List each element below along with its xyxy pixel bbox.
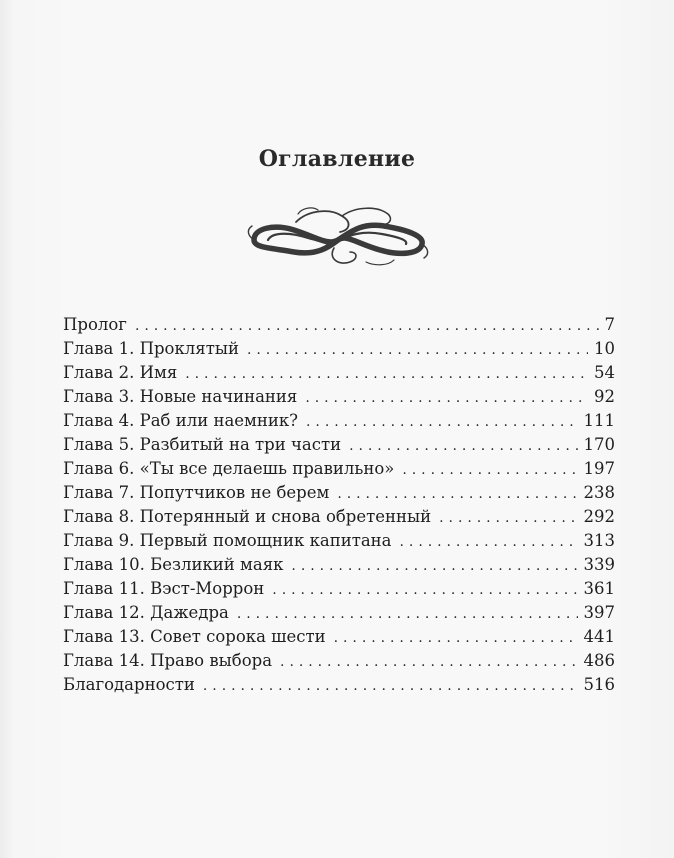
toc-entry[interactable] [63, 457, 615, 481]
toc-entry[interactable] [63, 361, 615, 385]
toc-entry[interactable] [63, 529, 615, 553]
toc-entry[interactable] [63, 337, 615, 361]
toc-entry[interactable] [63, 481, 615, 505]
toc-entry-title: Глава 8. Потерянный и снова обретенный [63, 507, 432, 526]
toc-entry-page: 313 [583, 531, 615, 550]
toc-entry-page: 441 [583, 627, 615, 646]
toc-leader-dots [291, 554, 577, 578]
toc-leader-dots [247, 338, 588, 362]
toc-entry[interactable] [63, 673, 615, 697]
toc-leader-dots [237, 602, 578, 626]
toc-entry-page: 397 [583, 603, 615, 622]
toc-entry-page: 7 [604, 315, 615, 334]
toc-entry[interactable] [63, 385, 615, 409]
toc-leader-dots [400, 530, 578, 554]
toc-leader-dots [305, 386, 588, 410]
toc-leader-dots [203, 674, 578, 698]
toc-entry-title: Глава 1. Проклятый [63, 339, 239, 358]
toc-entry[interactable] [63, 553, 615, 577]
toc-entry-title: Глава 4. Раб или наемник? [63, 411, 299, 430]
toc-entry-page: 54 [594, 363, 615, 382]
toc-entry-title: Глава 2. Имя [63, 363, 178, 382]
toc-entry-title: Глава 10. Безликий маяк [63, 555, 284, 574]
toc-entry-title: Благодарности [63, 675, 195, 694]
toc-entry[interactable] [63, 577, 615, 601]
toc-entry-title: Глава 14. Право выбора [63, 651, 273, 670]
toc-leader-dots [349, 434, 577, 458]
toc-leader-dots [306, 410, 577, 434]
toc-entry[interactable] [63, 313, 615, 337]
toc-entry-page: 111 [583, 411, 615, 430]
toc-leader-dots [280, 650, 577, 674]
toc-entry-page: 292 [583, 507, 615, 526]
toc-entry-title: Глава 3. Новые начинания [63, 387, 298, 406]
toc-leader-dots [334, 626, 578, 650]
toc-entry[interactable] [63, 505, 615, 529]
toc-entry-page: 516 [583, 675, 615, 694]
toc-entry[interactable] [63, 409, 615, 433]
toc-entry[interactable] [63, 625, 615, 649]
toc-entry[interactable] [63, 601, 615, 625]
toc-entry-page: 486 [583, 651, 615, 670]
toc-entry-title: Глава 5. Разбитый на три части [63, 435, 342, 454]
toc-entry-page: 92 [594, 387, 615, 406]
toc-entry-title: Глава 12. Дажедра [63, 603, 229, 622]
toc-entry-title: Глава 13. Совет сорока шести [63, 627, 326, 646]
toc-entry[interactable] [63, 433, 615, 457]
toc-entry-title: Пролог [63, 315, 127, 334]
toc-entry[interactable] [63, 649, 615, 673]
toc-leader-dots [402, 458, 577, 482]
toc-entry-page: 361 [583, 579, 615, 598]
toc-leader-dots [439, 506, 577, 530]
toc-entry-page: 197 [583, 459, 615, 478]
toc-entry-title: Глава 9. Первый помощник капитана [63, 531, 392, 550]
toc-entry-page: 10 [594, 339, 615, 358]
toc-leader-dots [272, 578, 577, 602]
toc-leader-dots [135, 314, 599, 338]
toc-entry-page: 339 [583, 555, 615, 574]
toc-entry-title: Глава 7. Попутчиков не берем [63, 483, 330, 502]
toc-entry-title: Глава 6. «Ты все делаешь правильно» [63, 459, 395, 478]
toc-entry-title: Глава 11. Вэст-Моррон [63, 579, 265, 598]
toc-leader-dots [337, 482, 577, 506]
toc-entry-page: 170 [583, 435, 615, 454]
table-of-contents [63, 313, 615, 697]
page-title: Оглавление [258, 146, 416, 172]
toc-entry-page: 238 [583, 483, 615, 502]
flourish-ornament-icon [238, 200, 438, 276]
toc-leader-dots [185, 362, 588, 386]
